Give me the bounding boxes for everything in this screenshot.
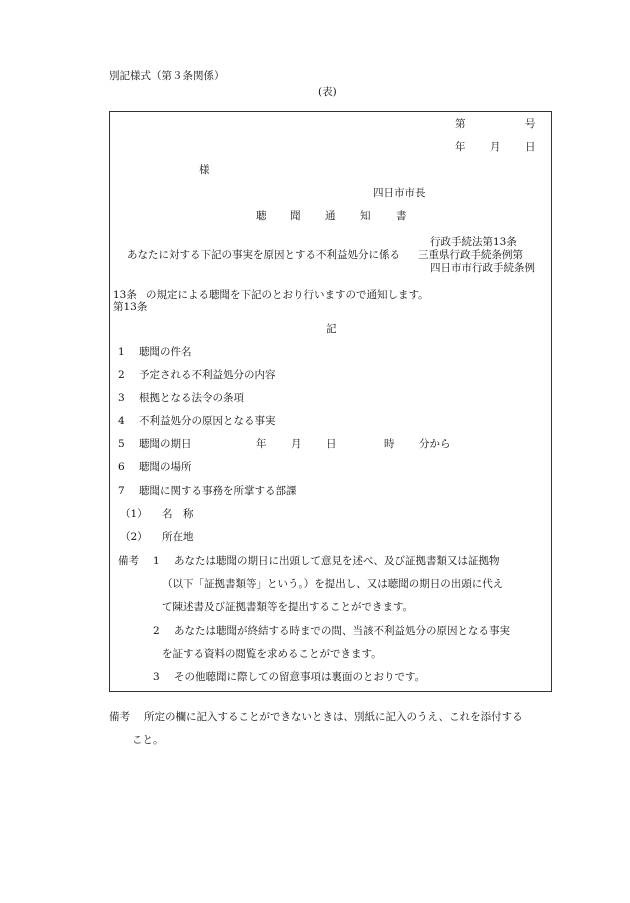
- form-label: 別記様式（第３条関係）: [109, 70, 225, 82]
- bikou-1-line-b: （以下「証拠書類等」という。）を提出し、又は聴聞の期日の出頭に代え: [162, 578, 504, 590]
- intro-text: あなたに対する下記の事実を原因とする不利益処分に係る: [127, 249, 400, 261]
- item-5-label: 聴聞の期日: [139, 438, 192, 450]
- bikou-1-line-a: あなたは聴聞の期日に出頭して意見を述べ、及び証拠書類又は証拠物: [174, 555, 500, 567]
- law-3: 四日市市行政手続条例: [430, 262, 535, 274]
- date-tsuki: 月: [490, 141, 501, 153]
- datetime-ji: 時: [384, 438, 395, 450]
- side-label: (表): [318, 86, 337, 98]
- footer-line-2: こと。: [132, 734, 164, 746]
- notice-sentence: の規定による聴聞を下記のとおり行いますので通知します。: [146, 289, 429, 301]
- sub-item-2-no: （2）: [120, 531, 148, 543]
- datetime-nen: 年: [256, 438, 267, 450]
- addressee-sama: 様: [199, 164, 210, 176]
- number-go: 号: [525, 118, 536, 130]
- item-4-label: 不利益処分の原因となる事実: [139, 415, 276, 427]
- issuer: 四日市市長: [373, 187, 426, 199]
- number-dai: 第: [455, 118, 466, 130]
- bikou-1-line-c: て陳述書及び証拠書類等を提出することができます。: [162, 601, 414, 613]
- item-6-label: 聴聞の場所: [139, 461, 192, 473]
- item-3-no: 3: [118, 392, 125, 404]
- bikou-3-line: その他聴聞に際しての留意事項は裏面のとおりです。: [174, 671, 426, 683]
- item-1-no: 1: [118, 346, 125, 358]
- title-char-3: 通: [325, 210, 336, 222]
- date-hi: 日: [525, 141, 536, 153]
- footer-line-1: 所定の欄に記入することができないときは、別紙に記入のうえ、これを添付する: [144, 711, 523, 723]
- item-2-no: 2: [118, 369, 125, 381]
- bikou-2-line-a: あなたは聴聞が終結する時までの間、当該不利益処分の原因となる事実: [174, 625, 510, 637]
- bikou-2-no: 2: [153, 625, 160, 637]
- item-5-no: 5: [118, 438, 125, 450]
- ki: 記: [326, 323, 337, 335]
- bikou-2-line-b: を証する資料の閲覧を求めることができます。: [162, 648, 382, 660]
- date-nen: 年: [455, 141, 466, 153]
- law-tail-2: 第13条: [113, 301, 148, 313]
- datetime-hi: 日: [326, 438, 337, 450]
- footer-label: 備考: [109, 711, 130, 723]
- law-2: 三重県行政手続条例第: [418, 249, 523, 261]
- datetime-tsuki: 月: [291, 438, 302, 450]
- bikou-label: 備考: [118, 555, 139, 567]
- title-char-5: 書: [396, 210, 407, 222]
- sub-item-2-label: 所在地: [162, 531, 194, 543]
- item-2-label: 予定される不利益処分の内容: [139, 369, 276, 381]
- item-7-no: 7: [118, 485, 125, 497]
- datetime-fun: 分から: [419, 438, 451, 450]
- bikou-1-no: 1: [153, 555, 160, 567]
- item-4-no: 4: [118, 415, 125, 427]
- bikou-3-no: 3: [153, 671, 160, 683]
- law-1: 行政手続法第13条: [430, 236, 517, 248]
- law-tail-1: 13条: [113, 289, 137, 301]
- title-char-4: 知: [360, 210, 371, 222]
- title-char-2: 聞: [290, 210, 301, 222]
- item-7-label: 聴聞に関する事務を所掌する部課: [139, 485, 297, 497]
- item-3-label: 根拠となる法令の条項: [139, 392, 244, 404]
- item-1-label: 聴聞の件名: [139, 346, 192, 358]
- item-6-no: 6: [118, 461, 125, 473]
- sub-item-1-no: （1）: [120, 508, 148, 520]
- title-char-1: 聴: [256, 210, 267, 222]
- sub-item-1-label: 名 称: [162, 508, 194, 520]
